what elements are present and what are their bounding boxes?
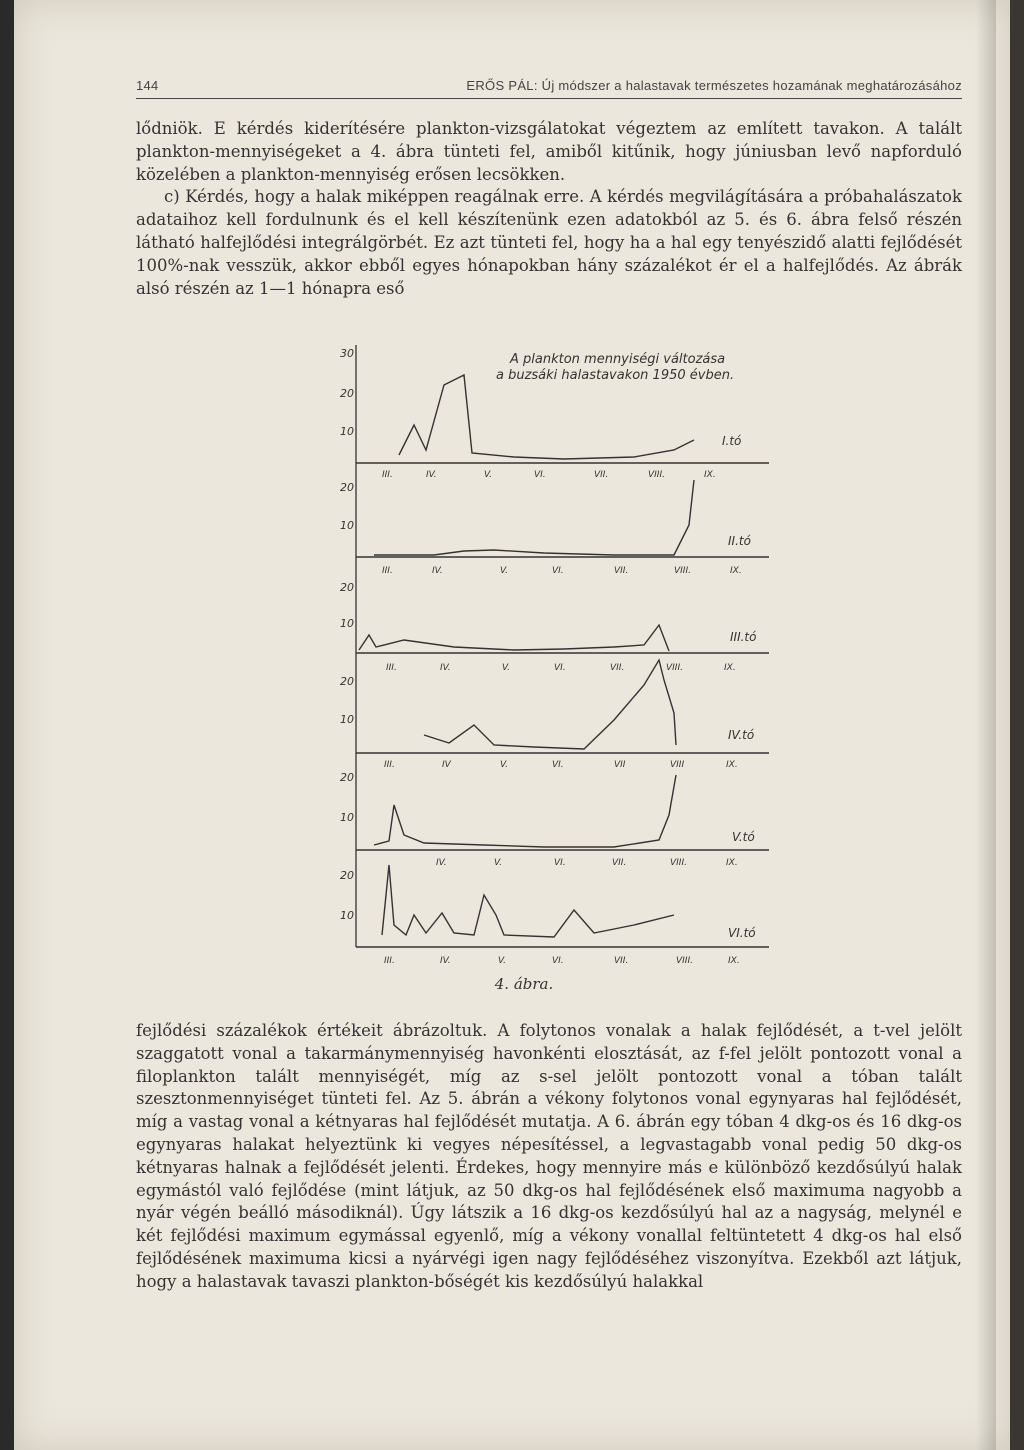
panel-3 (340, 581, 769, 673)
panel-2-month-1: III. (382, 566, 393, 576)
panel-1-tick-20: 20 (340, 387, 354, 400)
panel-1-curve (399, 375, 694, 459)
panel-3-month-4: VI. (554, 663, 566, 673)
figure-caption: 4. ábra. (494, 975, 554, 993)
panel-2-month-3: V. (500, 566, 508, 576)
panel-6-curve (382, 865, 674, 937)
text-block-top (136, 118, 962, 300)
panel-2-label: II.tó (728, 534, 751, 548)
paragraph-1: lődniök. E kérdés kiderítésére plankton-vizsgálatokat végeztem az említett tavakon. A talált plankton-mennyiségeket a 4. ábra tünteti fel, amiből kitűnik, hogy júniusban levő napforduló közelében a plankton-mennyiség erősen lecsökken. (136, 119, 962, 184)
panel-5-month-1: IV. (436, 858, 447, 868)
panel-4-tick-20: 20 (340, 675, 354, 688)
panel-2-month-5: VII. (614, 566, 629, 576)
panel-5-month-5: VIII. (670, 858, 687, 868)
panel-2-tick-20: 20 (340, 481, 354, 494)
panel-3-month-2: IV. (440, 663, 451, 673)
paragraph-2: c) Kérdés, hogy a halak miképpen reagálnak erre. A kérdés megvilágítására a próbahalászatok adataihoz kell fordulnunk és el kell készítenünk ezen adatokból az 5. és 6. ábra felső részén látható halfejlődési integrálgörbét. Ez azt tünteti fel, hogy ha a hal egy tenyészidő alatti fejlődését 100%-nak vesszük, akkor ebből egyes hónapokban hány százalékot ér el a halfejlődés. Az ábrák alsó részén az 1—1 hónapra eső (136, 187, 962, 298)
panel-5-tick-10: 10 (340, 811, 354, 824)
panel-2-curve (374, 480, 694, 555)
panel-5-tick-20: 20 (340, 771, 354, 784)
panel-3-month-6: VIII. (666, 663, 683, 673)
panel-2-month-2: IV. (432, 566, 443, 576)
panel-3-label: III.tó (730, 630, 757, 644)
panel-1-month-3: V. (484, 470, 492, 480)
panel-6-month-6: VIII. (676, 956, 693, 966)
panel-6-month-7: IX. (728, 956, 740, 966)
panel-6-month-4: VI. (552, 956, 564, 966)
figure-title-line1: A plankton mennyiségi változása (510, 352, 726, 367)
panel-3-month-5: VII. (610, 663, 625, 673)
panel-3-tick-10: 10 (340, 617, 354, 630)
panel-4-month-4: VI. (552, 760, 564, 770)
panel-6-label: VI.tó (728, 926, 756, 940)
panel-5-curve (374, 775, 676, 847)
panel-2-month-4: VI. (552, 566, 564, 576)
panel-1-month-2: IV. (426, 470, 437, 480)
panel-5-month-6: IX. (726, 858, 738, 868)
panel-4-label: IV.tó (728, 728, 755, 742)
panel-5-month-3: VI. (554, 858, 566, 868)
panel-1-tick-10: 10 (340, 425, 354, 438)
panel-2-tick-10: 10 (340, 519, 354, 532)
book-page (14, 0, 1010, 1450)
panel-2-month-7: IX. (730, 566, 742, 576)
running-header (136, 76, 962, 99)
panel-6-month-5: VII. (614, 956, 629, 966)
panel-1-label: I.tó (722, 434, 742, 448)
panel-1-tick-30: 30 (340, 347, 354, 360)
panel-3-month-7: IX. (724, 663, 736, 673)
panel-1-month-6: VIII. (648, 470, 665, 480)
panel-1-month-5: VII. (594, 470, 609, 480)
figure-title-line2: a buzsáki halastavakon 1950 évben. (496, 368, 735, 383)
panel-2-month-6: VIII. (674, 566, 691, 576)
panel-4-tick-10: 10 (340, 713, 354, 726)
panel-4 (340, 660, 769, 770)
panel-3-month-3: V. (502, 663, 510, 673)
panel-1-month-1: III. (382, 470, 393, 480)
panel-2 (340, 480, 769, 576)
figure-4 (314, 335, 784, 995)
panel-4-curve (424, 660, 676, 749)
panel-6-month-2: IV. (440, 956, 451, 966)
page-gutter-shadow (976, 0, 996, 1450)
panel-3-tick-20: 20 (340, 581, 354, 594)
panel-6-tick-10: 10 (340, 909, 354, 922)
panel-5-month-4: VII. (612, 858, 627, 868)
panel-4-month-5: VII (614, 760, 626, 770)
text-block-bottom (136, 1020, 962, 1294)
running-title: ERŐS PÁL: Új módszer a halastavak természetes hozamának meghatározásához (466, 78, 962, 93)
panel-6 (340, 865, 769, 966)
panel-4-month-7: IX. (726, 760, 738, 770)
panel-6-month-3: V. (498, 956, 506, 966)
plankton-figure (314, 335, 784, 995)
panel-4-month-3: V. (500, 760, 508, 770)
panel-3-curve (359, 625, 669, 651)
panel-3-month-1: III. (386, 663, 397, 673)
panel-1-month-4: VI. (534, 470, 546, 480)
panel-5-month-2: V. (494, 858, 502, 868)
panel-4-month-6: VIII (670, 760, 685, 770)
panel-1-month-7: IX. (704, 470, 716, 480)
panel-5 (340, 771, 769, 868)
paragraph-3: fejlődési százalékok értékeit ábrázoltuk. A folytonos vonalak a halak fejlődését, a t-vel jelölt szaggatott vonal a takarmánymennyiség havonkénti elosztását, az f-fel jelölt pontozott vonal a filoplankton talált mennyiségét, míg az s-sel jelölt pontozott vonal a tóban talált szesztonmennyiséget tünteti fel. Az 5. ábrán a vékony folytonos vonal egynyaras hal fejlődését, míg a vastag vonal a kétnyaras hal fejlődését mutatja. A 6. ábrán egy tóban 4 dkg-os és 16 dkg-os egynyaras halakat helyeztünk ki vegyes népesítéssel, a legvastagabb vonal pedig 50 dkg-os kétnyaras halnak a fejlődését jelenti. Érdekes, hogy mennyire más e különböző kezdősúlyú halak egymástól való fejlődése (mint látjuk, az 50 dkg-os hal fejlődésének első maximuma nagyobb a nyár végén beálló másodiknál). Úgy látszik a 16 dkg-os kezdősúlyú hal az a nagyság, melynél e két fejlődési maximum egymással egyenlő, míg a vékony vonallal feltüntetett 4 dkg-os hal első fejlődésének maximuma kicsi a nyárvégi igen nagy fejlődéséhez viszonyítva. Ezekből azt látjuk, hogy a halastavak tavaszi plankton-bőségét kis kezdősúlyú halakkal (136, 1021, 962, 1291)
panel-4-month-2: IV (442, 760, 451, 770)
page-number: 144 (136, 78, 159, 93)
panel-5-label: V.tó (732, 830, 755, 844)
panel-4-month-1: III. (384, 760, 395, 770)
scan-edge (1010, 0, 1024, 1450)
panel-6-tick-20: 20 (340, 869, 354, 882)
panel-6-month-1: III. (384, 956, 395, 966)
